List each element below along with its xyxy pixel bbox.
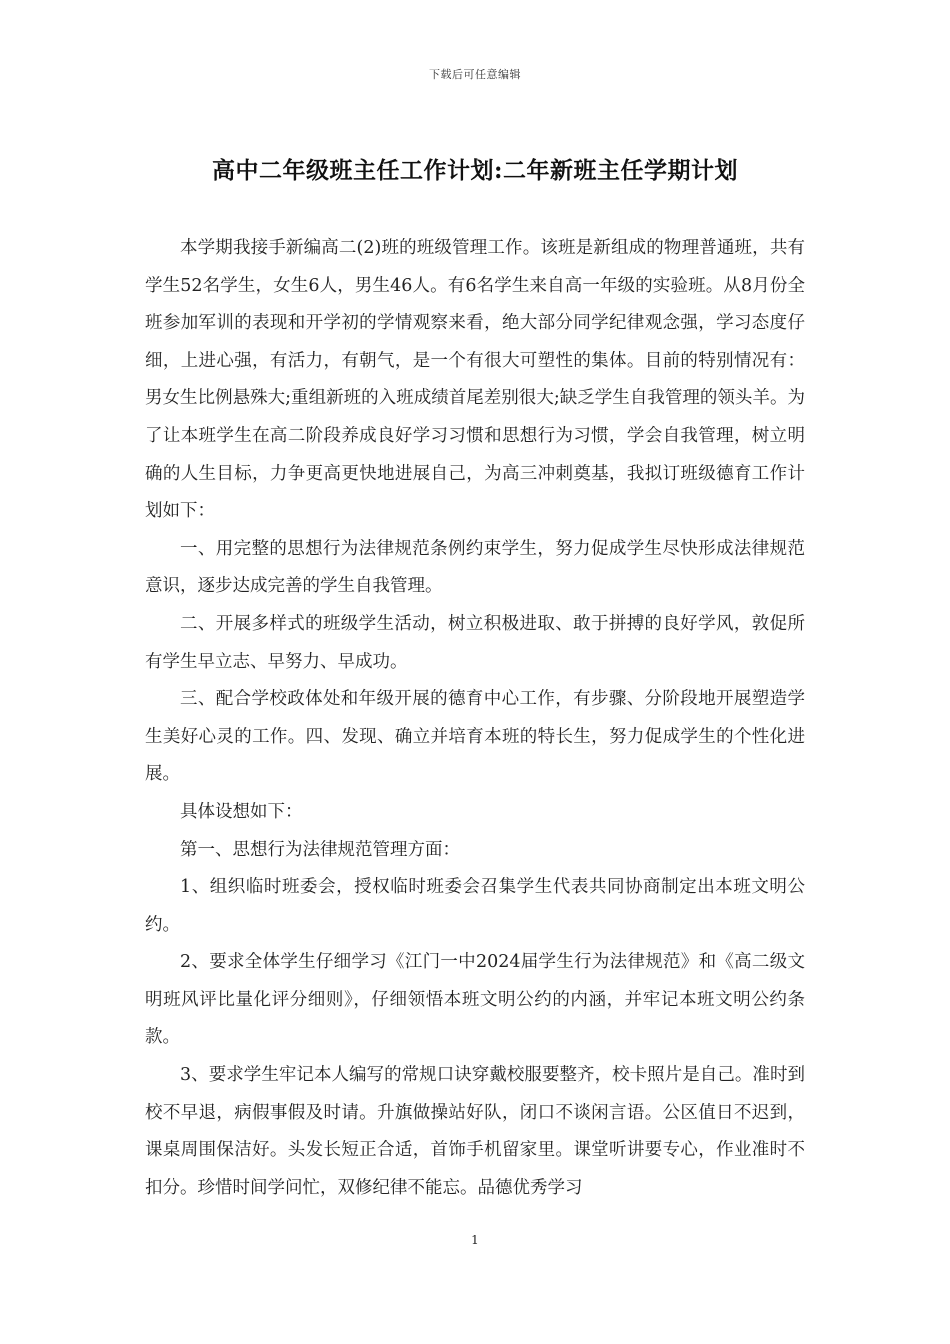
goal-paragraph-1: 一、用完整的思想行为法律规范条例约束学生，努力促成学生尽快形成法律规范意识，逐步达成完善的学生自我管理。: [145, 538, 805, 597]
item-paragraph-3: 3、要求学生牢记本人编写的常规口诀穿戴校服要整齐，校卡照片是自己。准时到校不早退，病假事假及时请。升旗做操站好队，闭口不谈闲言语。公区值日不迟到，课桌周围保洁好。头发长短正合适，首饰手机留家里。课堂听讲要专心，作业准时不扣分。珍惜时间学问忙，双修纪律不能忘。品德优秀学习: [145, 1065, 805, 1198]
goal-paragraph-2: 二、开展多样式的班级学生活动，树立积极进取、敢于拼搏的良好学风，敦促所有学生早立志、早努力、早成功。: [145, 613, 805, 672]
item-paragraph-2: 2、要求全体学生仔细学习《江门一中2024届学生行为法律规范》和《高二级文明班风评比量化评分细则》，仔细领悟本班文明公约的内涵，并牢记本班文明公约条款。: [145, 952, 805, 1048]
plan-intro-paragraph: 具体设想如下：: [180, 801, 303, 822]
document-title: 高中二年级班主任工作计划:二年新班主任学期计划: [212, 157, 738, 184]
goal-paragraph-3: 三、配合学校政体处和年级开展的德育中心工作，有步骤、分阶段地开展塑造学生美好心灵的工作。四、发现、确立并培育本班的特长生，努力促成学生的个性化进展。: [145, 689, 805, 785]
item-paragraph-1: 1、组织临时班委会，授权临时班委会召集学生代表共同协商制定出本班文明公约。: [145, 877, 805, 935]
page-number: 1: [471, 1233, 479, 1247]
document-body: [145, 230, 805, 1207]
header-note: 下载后可任意编辑: [429, 68, 521, 81]
section-heading-1: 第一、思想行为法律规范管理方面：: [180, 839, 460, 860]
intro-paragraph: 本学期我接手新编高二(2)班的班级管理工作。该班是新组成的物理普通班，共有学生52名学生，女生6人，男生46人。有6名学生来自高一年级的实验班。从8月份全班参加军训的表现和开学初的学情观察来看，绝大部分同学纪律观念强，学习态度仔细，上进心强，有活力，有朝气，是一个有很大可塑性的集体。目前的特别情况有：男女生比例悬殊大;重组新班的入班成绩首尾差别很大;缺乏学生自我管理的领头羊。为了让本班学生在高二阶段养成良好学习习惯和思想行为习惯，学会自我管理，树立明确的人生目标，力争更高更快地进展自己，为高三冲刺奠基，我拟订班级德育工作计划如下：: [145, 238, 805, 522]
